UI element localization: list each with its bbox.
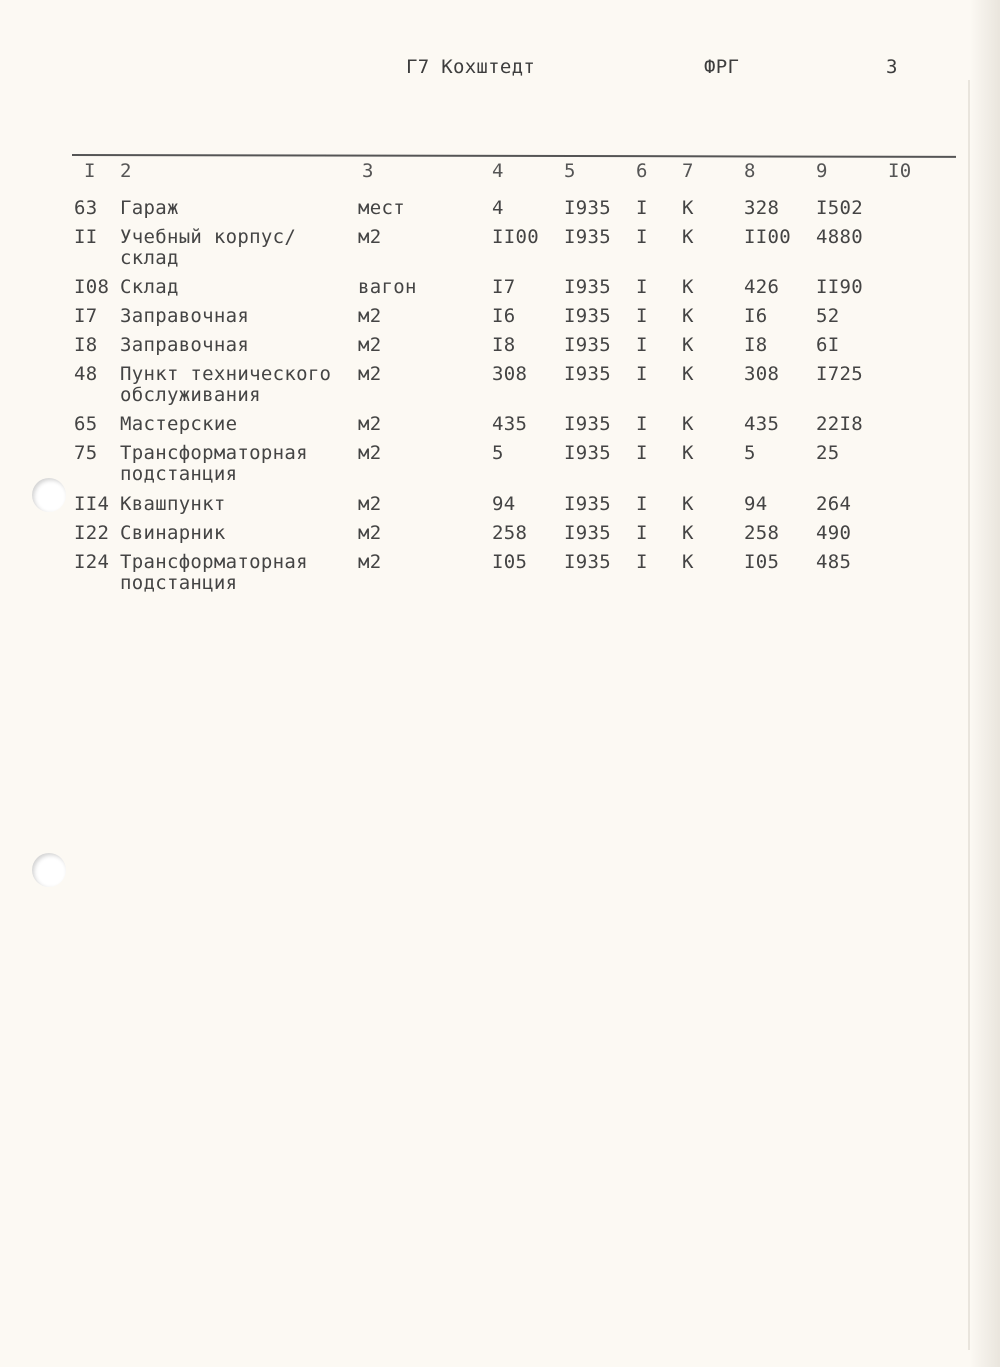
column-7-value: К [682,493,694,515]
column-8-value: 94 [744,493,768,515]
column-6-value: I [636,522,648,544]
object-name: Учебный корпус/ склад [120,226,297,269]
quantity: 5 [492,442,504,464]
page-number: 3 [886,56,898,78]
object-number: II4 [74,493,110,515]
column-7-value: К [682,226,694,248]
column-7-value: К [682,276,694,298]
document-title: Г7 Кохштедт [406,56,536,78]
column-7-value: К [682,551,694,573]
column-6-value: I [636,551,648,573]
quantity: II00 [492,226,539,248]
quantity: I7 [492,276,516,298]
quantity: 258 [492,522,528,544]
unit: м2 [358,226,382,248]
column-header-7: 7 [682,160,694,182]
quantity: 435 [492,413,528,435]
column-header-8: 8 [744,160,756,182]
unit: м2 [358,522,382,544]
unit: м2 [358,413,382,435]
column-header-2: 2 [120,160,132,182]
object-name: Склад [120,276,179,298]
column-6-value: I [636,363,648,385]
column-7-value: К [682,305,694,327]
column-9-value: 52 [816,305,840,327]
column-9-value: 22I8 [816,413,863,435]
unit: м2 [358,305,382,327]
column-7-value: К [682,197,694,219]
column-8-value: 328 [744,197,780,219]
year: I935 [564,522,611,544]
column-9-value: 25 [816,442,840,464]
object-number: I08 [74,276,110,298]
year: I935 [564,197,611,219]
column-8-value: I6 [744,305,768,327]
object-number: 65 [74,413,98,435]
object-name: Гараж [120,197,179,219]
column-7-value: К [682,442,694,464]
object-number: I7 [74,305,98,327]
object-name: Мастерские [120,413,238,435]
column-9-value: 4880 [816,226,863,248]
column-header-9: 9 [816,160,828,182]
object-name: Заправочная [120,334,250,356]
unit: м2 [358,334,382,356]
column-8-value: 435 [744,413,780,435]
column-6-value: I [636,334,648,356]
column-9-value: 264 [816,493,852,515]
unit: м2 [358,363,382,385]
column-9-value: I725 [816,363,863,385]
column-6-value: I [636,276,648,298]
column-9-value: II90 [816,276,863,298]
page-edge-shadow [970,0,1000,1367]
year: I935 [564,363,611,385]
column-header-3: 3 [362,160,374,182]
unit: м2 [358,442,382,464]
object-number: 75 [74,442,98,464]
object-number: 48 [74,363,98,385]
column-6-value: I [636,493,648,515]
column-8-value: 258 [744,522,780,544]
quantity: 4 [492,197,504,219]
column-9-value: I502 [816,197,863,219]
page-edge-line [968,80,970,1350]
column-9-value: 490 [816,522,852,544]
quantity: 308 [492,363,528,385]
column-6-value: I [636,305,648,327]
column-header-10: I0 [888,160,912,182]
object-number: I24 [74,551,110,573]
header-rule [72,154,956,158]
column-9-value: 6I [816,334,840,356]
column-7-value: К [682,522,694,544]
quantity: 94 [492,493,516,515]
year: I935 [564,276,611,298]
quantity: I6 [492,305,516,327]
column-7-value: К [682,363,694,385]
punch-hole [32,853,66,887]
column-9-value: 485 [816,551,852,573]
quantity: I05 [492,551,528,573]
column-header-4: 4 [492,160,504,182]
column-8-value: II00 [744,226,791,248]
object-name: Заправочная [120,305,250,327]
year: I935 [564,413,611,435]
column-6-value: I [636,413,648,435]
column-7-value: К [682,334,694,356]
object-name: Квашпункт [120,493,226,515]
object-number: I22 [74,522,110,544]
column-header-5: 5 [564,160,576,182]
object-name: Пункт технического обслуживания [120,363,332,406]
object-number: II [74,226,98,248]
column-7-value: К [682,413,694,435]
object-number: I8 [74,334,98,356]
column-8-value: I8 [744,334,768,356]
object-number: 63 [74,197,98,219]
year: I935 [564,493,611,515]
column-8-value: 426 [744,276,780,298]
year: I935 [564,442,611,464]
unit: м2 [358,493,382,515]
column-8-value: 5 [744,442,756,464]
column-6-value: I [636,442,648,464]
object-name: Свинарник [120,522,226,544]
year: I935 [564,334,611,356]
column-6-value: I [636,226,648,248]
year: I935 [564,226,611,248]
column-header-1: I [84,160,96,182]
object-name: Трансформаторная подстанция [120,551,308,594]
unit: мест [358,197,405,219]
year: I935 [564,551,611,573]
country-label: ФРГ [704,56,740,78]
column-8-value: I05 [744,551,780,573]
column-header-6: 6 [636,160,648,182]
column-8-value: 308 [744,363,780,385]
object-name: Трансформаторная подстанция [120,442,308,485]
quantity: I8 [492,334,516,356]
unit: вагон [358,276,417,298]
year: I935 [564,305,611,327]
punch-hole [32,478,66,512]
unit: м2 [358,551,382,573]
column-6-value: I [636,197,648,219]
